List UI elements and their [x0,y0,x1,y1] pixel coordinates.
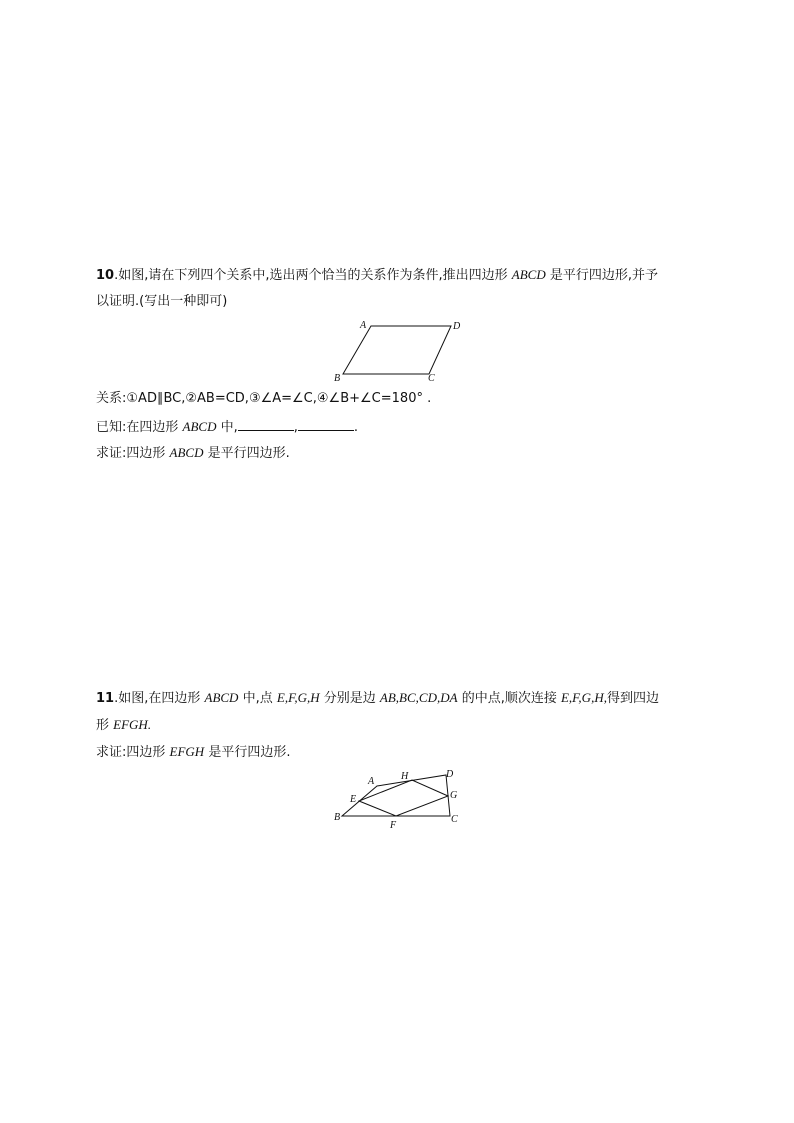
q11-label-f: F [390,820,397,831]
known-blank-2[interactable] [298,418,354,431]
relations-end: . [427,391,432,406]
q11-text-5: 得到四边 [606,691,659,706]
q11-line1 [96,690,659,707]
q11-text-4: 的中点,顺次连接 [461,691,557,706]
parallelogram-abcd [343,326,451,374]
q10-abcd: ABCD [511,267,546,282]
q11-line2 [96,717,151,734]
q10-text-3: 以证明.(写出一种即可) [96,294,228,309]
q10-label-a: A [360,320,367,331]
q11-label-h: H [401,771,409,782]
known-mid: 中, [220,420,238,435]
q10-prove-prefix: 求证:四边形 [96,446,166,461]
q10-relations [96,391,431,407]
q10-line2 [96,294,227,310]
relation-1: ①AD∥BC, [126,391,186,406]
relations-prefix: 关系: [96,391,127,406]
q10-prove-abcd: ABCD [169,445,204,460]
q10-text-1: .如图,请在下列四个关系中,选出两个恰当的关系作为条件,推出四边形 [114,268,508,283]
q11-number: 11 [96,691,115,706]
q11-edges: AB,BC,CD,DA [379,690,458,705]
q11-prove-tail: 是平行四边形. [208,745,291,760]
q11-points: E,F,G,H [276,690,320,705]
q10-parallelogram-figure [330,318,470,384]
known-sep: , [293,420,298,435]
known-abcd: ABCD [182,419,217,434]
q11-label-g: G [450,790,458,801]
q10-line1 [96,267,658,284]
q11-text-3: 分别是边 [323,691,376,706]
q11-label-a: A [368,776,375,787]
q11-text-2: 中,点 [242,691,273,706]
q11-label-e: E [350,794,357,805]
relation-4: ④∠B+∠C=180° [316,391,423,406]
known-blank-1[interactable] [238,418,294,431]
quadrilateral-abcd [342,775,450,816]
q10-label-d: D [453,321,461,332]
q11-label-b: B [334,812,341,823]
q10-text-2: 是平行四边形,并予 [549,268,658,283]
q10-prove-tail: 是平行四边形. [207,446,290,461]
q11-prove-prefix: 求证:四边形 [96,745,166,760]
q11-abcd: ABCD [204,690,239,705]
q11-text-6: 形 [96,718,110,733]
known-end: . [353,420,359,435]
q10-known [96,418,358,436]
q11-text-1: .如图,在四边形 [114,691,201,706]
relation-2: ②AB=CD, [185,391,249,406]
relation-3: ③∠A=∠C, [248,391,317,406]
q10-label-b: B [334,373,341,384]
q11-prove-efgh: EFGH [169,744,205,759]
q10-label-c: C [428,373,435,384]
q11-label-c: C [451,814,458,825]
q10-prove [96,445,290,462]
known-prefix: 已知:在四边形 [96,420,179,435]
q11-efgh: EFGH. [113,717,152,732]
q11-quadrilateral-figure [330,766,470,832]
q11-points-2: E,F,G,H, [560,690,607,705]
q11-prove [96,744,290,761]
q11-label-d: D [446,769,454,780]
q10-number: 10 [96,268,115,283]
